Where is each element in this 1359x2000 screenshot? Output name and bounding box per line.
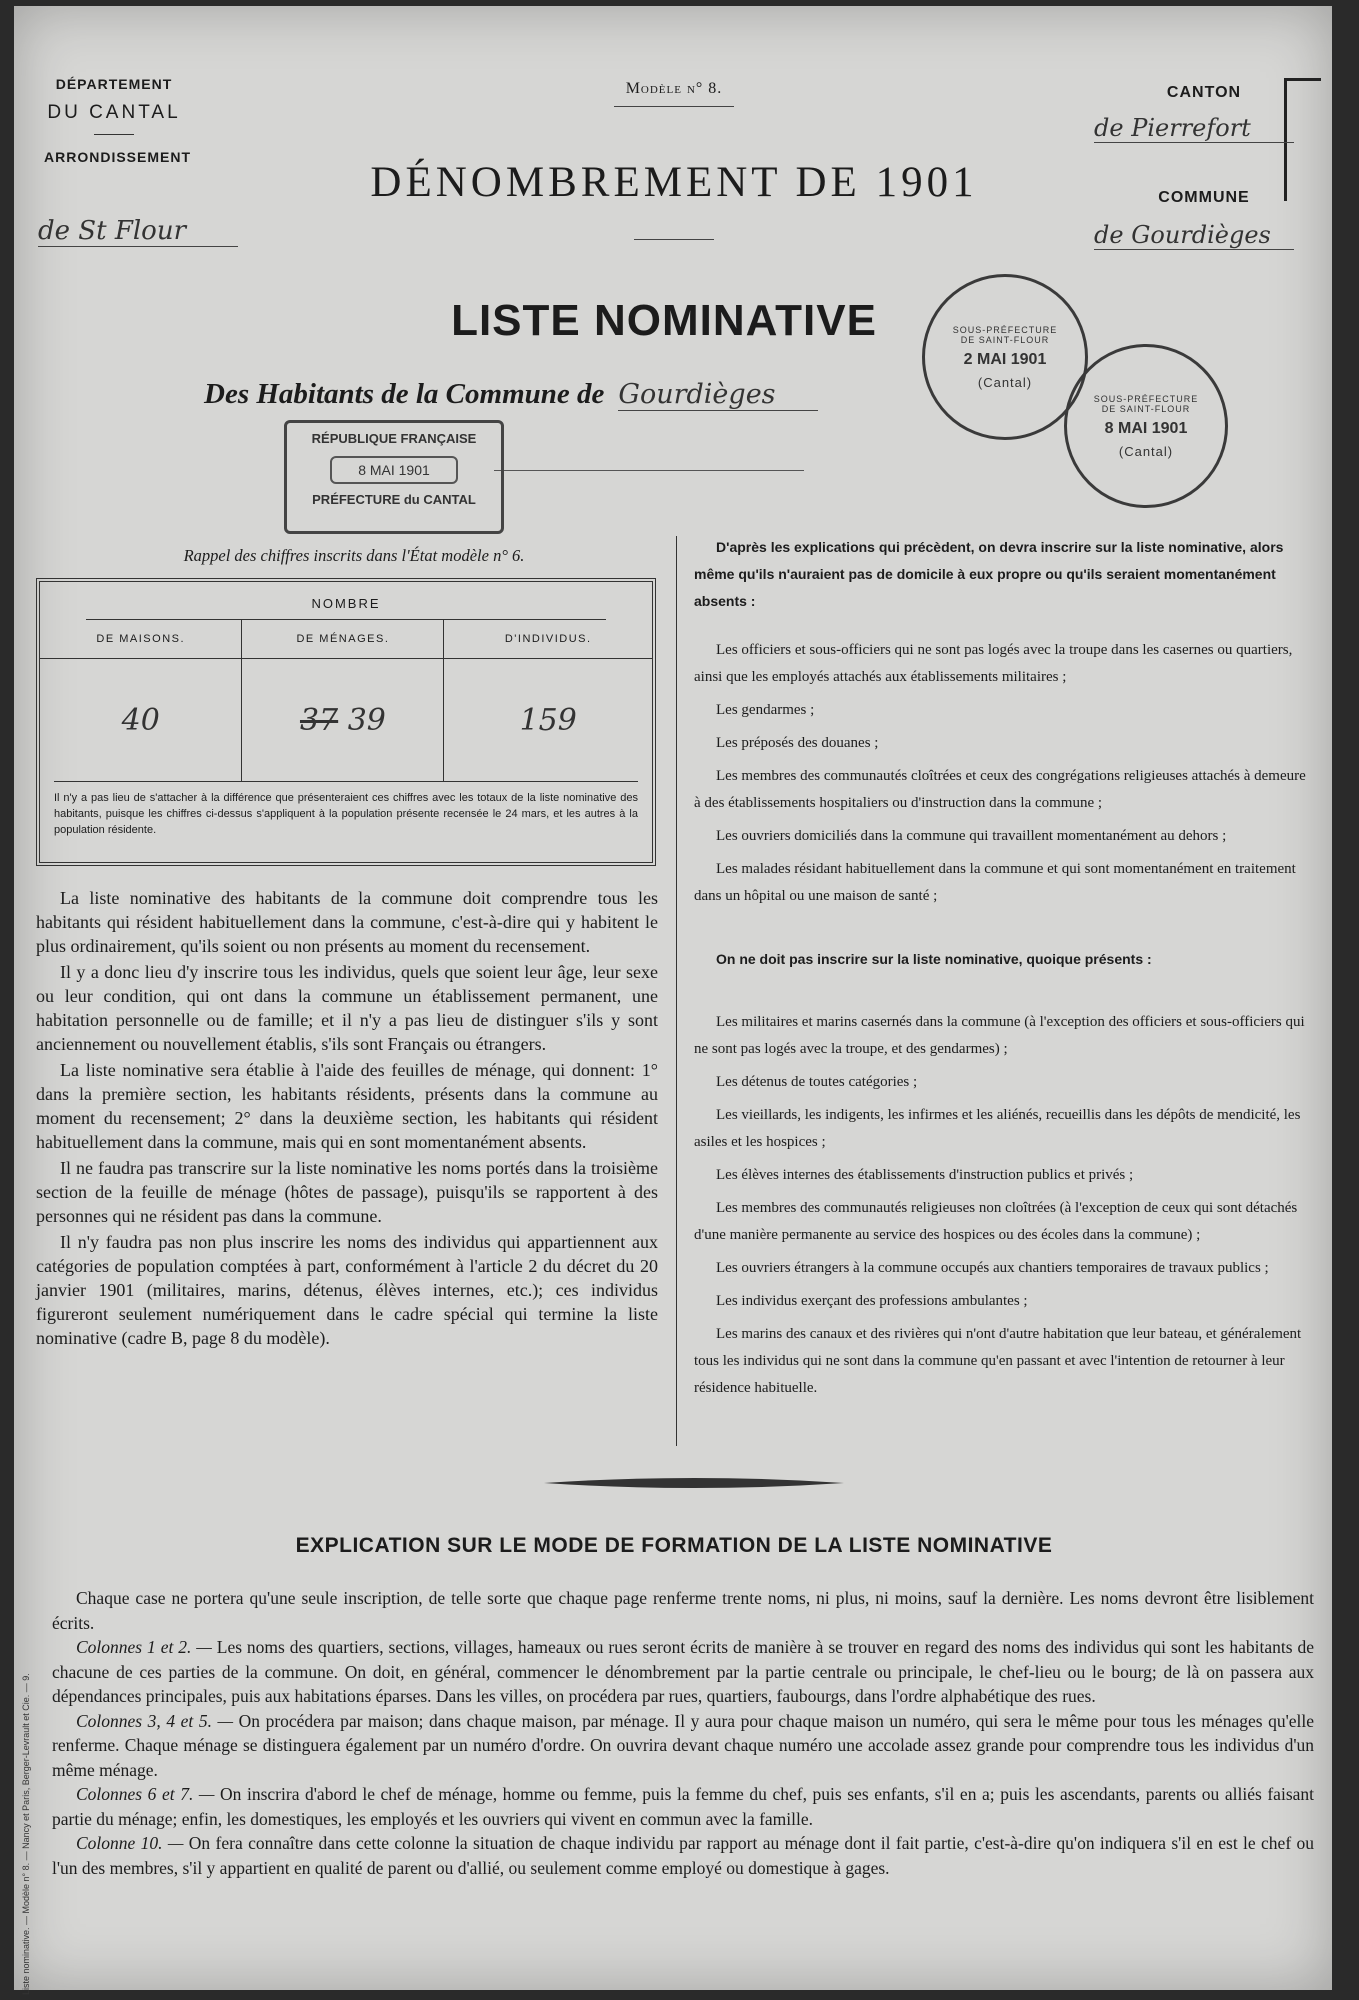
- stamp-rect-top: RÉPUBLIQUE FRANÇAISE: [311, 431, 477, 446]
- expl-p4-text: On inscrira d'abord le chef de ménage, homme ou femme, puis la femme du chef, puis ses enfants, s'il en a; puis les ascendants, parents ou alliés faisant partie du ménage; enfin, les domestiques, les employés et les ouvriers qui vivent en commun avec la famille.: [52, 1784, 1315, 1829]
- expl-p5: [52, 1831, 1314, 1880]
- expl-p3-label: Colonnes 3, 4 et 5. —: [76, 1710, 234, 1731]
- val-menages-struck: 37: [299, 702, 339, 738]
- val-individus: 159: [444, 659, 652, 782]
- canton-value: de Pierrefort: [1094, 114, 1294, 143]
- margin-note: Liste nominative. — Modèle n° 8. — Nancy et Paris, Berger-Levrault et Cie. — 9.: [21, 1673, 31, 1995]
- val-menages-cell: [242, 659, 444, 782]
- stamp-sous-prefecture-2: [1064, 344, 1228, 508]
- expl-p5-label: Colonne 10. —: [76, 1833, 184, 1853]
- col-individus-header: D'INDIVIDUS.: [504, 633, 592, 645]
- stamp-prefecture-cantal: [284, 420, 504, 534]
- exclude-item-7: Les individus exerçant des professions ambulantes ;: [716, 1293, 1028, 1309]
- left-para-4: Il ne faudra pas transcrire sur la liste nominative les noms portés dans la troisième section de la feuille de ménage (hôtes de passage), puisqu'ils se rapportent à des personnes qui ne résident pas dans la commune.: [36, 1158, 658, 1226]
- exclude-item-3: Les vieillards, les indigents, les infirmes et les aliénés, recueillis dans les dépôts de mendicité, les asiles et les hospices ;: [694, 1107, 1301, 1150]
- stamp2-ring-text: SOUS-PRÉFECTURE DE SAINT-FLOUR: [1093, 393, 1199, 414]
- exclude-item-6: Les ouvriers étrangers à la commune occupés aux chantiers temporaires de travaux publics ;: [716, 1260, 1269, 1276]
- liste-title: LISTE NOMINATIVE: [451, 296, 877, 345]
- stamp2-bottom: (Cantal): [1118, 443, 1174, 459]
- subtitle-commune: Gourdièges: [618, 379, 818, 411]
- rappel-note: Il n'y a pas lieu de s'attacher à la différence que présenteraient ces chiffres avec les totaux de la liste nominative des habitants, puisque les chiffres ci-dessus s'appliquent à la population présente recensée le 24 mars, et les autres à la population résidente.: [54, 781, 638, 838]
- subtitle-text: Des Habitants de la Commune de: [204, 378, 605, 410]
- include-item-1: Les officiers et sous-officiers qui ne sont pas logés avec la troupe dans les casernes ou quartiers, ainsi que les employés attachés aux établissements militaires ;: [694, 642, 1293, 685]
- exclude-item-8: Les marins des canaux et des rivières qui n'ont d'autre habitation que leur bateau, et généralement tous les individus qui ne sont dans la commune qu'en passant et avec l'intention de retourner à leur résidence habituelle.: [694, 1326, 1302, 1396]
- expl-p1: Chaque case ne portera qu'une seule inscription, de telle sorte que chaque page renferme trente noms, ni plus, ni moins, sauf la dernière. Les noms devront être lisiblement écrits.: [52, 1588, 1314, 1633]
- val-menages: 39: [347, 702, 386, 738]
- include-item-6: Les malades résidant habituellement dans la commune et qui sont momentanément en traitement dans un hôpital ou une maison de santé ;: [694, 861, 1296, 904]
- departement-label: DÉPARTEMENT: [55, 76, 173, 92]
- document-sheet: [14, 6, 1332, 1995]
- rappel-caption: Rappel des chiffres inscrits dans l'État modèle n° 6.: [183, 546, 525, 565]
- left-column: [36, 886, 658, 1350]
- col-menages-header: DE MÉNAGES.: [242, 620, 444, 659]
- ornament-divider: [544, 1476, 844, 1490]
- expl-p2-text: Les noms des quartiers, sections, villages, hameaux ou rues seront écrits de manière à se trouver en regard des noms des individus qui sont les habitants de chacune de ces parties de la commune. On doit, en général, commencer le dénombrement par la partie centrale ou principale, le chef-lieu ou le bourg; de là on passera aux dépendances principales, puis aux habitations éparses. Dans les villes, on procédera par rues, quartiers, faubourgs, dans l'ordre alphabétique des rues.: [52, 1637, 1314, 1706]
- expl-p2: [52, 1635, 1314, 1709]
- departement-value: DU CANTAL: [47, 102, 181, 123]
- left-para-2: Il y a donc lieu d'y inscrire tous les individus, quels que soient leur âge, leur sexe ou leur condition, qui ont dans la commune un établissement permanent, une habitation personnelle ou de famille; et il n'y a pas lieu de distinguer s'ils y sont anciennement ou nouvellement établis, s'ils sont Français ou étrangers.: [36, 962, 658, 1054]
- stamp1-ring-text: SOUS-PRÉFECTURE DE SAINT-FLOUR: [952, 324, 1058, 345]
- expl-p4: [52, 1782, 1314, 1831]
- exclude-title: On ne doit pas inscrire sur la liste nominative, quoique présents :: [716, 951, 1152, 967]
- stamp2-date: 8 MAI 1901: [1104, 419, 1188, 437]
- explication-body: [52, 1586, 1314, 1880]
- stamp-rect-bottom: PRÉFECTURE du CANTAL: [312, 492, 476, 507]
- nombre-heading: NOMBRE: [311, 596, 381, 611]
- explication-title: EXPLICATION SUR LE MODE DE FORMATION DE LA LISTE NOMINATIVE: [295, 1534, 1053, 1557]
- stamp1-date: 2 MAI 1901: [963, 350, 1047, 368]
- commune-label: COMMUNE: [1158, 189, 1250, 206]
- left-para-1: La liste nominative des habitants de la commune doit comprendre tous les habitants qui résident habituellement dans la commune, c'est-à-dire qui y habitent le plus ordinairement, qu'ils soient ou non présents au moment du recensement.: [36, 888, 658, 956]
- expl-p4-label: Colonnes 6 et 7. —: [76, 1784, 215, 1804]
- include-item-4: Les membres des communautés cloîtrées et ceux des congrégations religieuses attachés à demeure à des établissements hospitaliers ou d'instruction dans la commune ;: [694, 768, 1306, 811]
- right-intro: D'après les explications qui précèdent, on devra inscrire sur la liste nominative, alors même qu'ils n'auraient pas de domicile à eux propre ou qu'ils seraient momentanément absents :: [694, 539, 1284, 609]
- main-title: DÉNOMBREMENT DE 1901: [370, 159, 978, 206]
- arrondissement-value: de St Flour: [38, 216, 238, 247]
- include-item-2: Les gendarmes ;: [716, 702, 815, 718]
- header-left: [44, 76, 192, 165]
- stamp-rect-date: 8 MAI 1901: [358, 462, 430, 478]
- exclude-item-1: Les militaires et marins casernés dans la commune (à l'exception des officiers et sous-officiers qui ne sont pas logés avec la troupe, et des gendarmes) ;: [694, 1014, 1305, 1057]
- include-item-3: Les préposés des douanes ;: [716, 735, 879, 751]
- ornament-icon: [544, 1476, 844, 1490]
- left-para-5: Il n'y faudra pas non plus inscrire les noms des individus qui appartiennent aux catégories de population comptées à part, conformément à l'article 2 du décret du 20 janvier 1901 (militaires, marins, détenus, élèves internes, etc.); ces individus figureront seulement numériquement dans le cadre spécial qui termine la liste nominative (cadre B, page 8 du modèle).: [36, 1232, 658, 1348]
- right-column: [694, 534, 1306, 1408]
- expl-p5-text: On fera connaître dans cette colonne la situation de chaque individu par rapport au ménage dont il fait partie, c'est-à-dire qu'on indiquera s'il en est le chef ou l'un des membres, s'il y appartient en qualité de parent ou d'allié, ou seulement comme employé ou domestique à gages.: [52, 1833, 1314, 1878]
- stamp1-bottom: (Cantal): [977, 374, 1033, 390]
- expl-p2-label: Colonnes 1 et 2. —: [76, 1637, 212, 1657]
- expl-p3: [52, 1709, 1314, 1783]
- exclude-item-4: Les élèves internes des établissements d'instruction publics et privés ;: [716, 1167, 1134, 1183]
- val-maisons: 40: [40, 659, 242, 782]
- col-maisons-header: DE MAISONS.: [40, 620, 242, 659]
- column-divider: [676, 536, 677, 1446]
- include-item-5: Les ouvriers domiciliés dans la commune qui travaillent momentanément au dehors ;: [716, 828, 1227, 844]
- nombre-table: [40, 620, 652, 781]
- exclude-item-5: Les membres des communautés religieuses non cloîtrées (à l'exception de ceux qui sont détachés d'une manière permanente au service des hospices ou des écoles dans la commune) ;: [694, 1200, 1298, 1243]
- commune-value: de Gourdièges: [1094, 221, 1294, 250]
- rappel-box: [36, 578, 656, 866]
- expl-p3-text: On procédera par maison; dans chaque maison, par ménage. Il y aura pour chaque maison un numéro, qui sera le même pour tous les ménages qu'elle renferme. Chaque ménage se distinguera également par un numéro d'ordre. On ouvrira devant chaque numéro une accolade assez grande pour comprendre tous les individus d'un même ménage.: [52, 1710, 1314, 1780]
- left-para-3: La liste nominative sera établie à l'aide des feuilles de ménage, qui donnent: 1° dans la première section, les habitants résidents, présents dans la commune au moment du recensement; 2° dans la deuxième section, les habitants qui résident habituellement dans la commune, mais qui en sont momentanément absents.: [36, 1060, 658, 1152]
- stamp-sous-prefecture-1: [922, 274, 1088, 440]
- arrondissement-label: ARRONDISSEMENT: [44, 149, 192, 165]
- canton-label: CANTON: [1166, 84, 1242, 101]
- exclude-item-2: Les détenus de toutes catégories ;: [716, 1074, 918, 1090]
- stamp-rect-date-row: [330, 456, 458, 484]
- model-number: Modèle n° 8.: [625, 80, 723, 97]
